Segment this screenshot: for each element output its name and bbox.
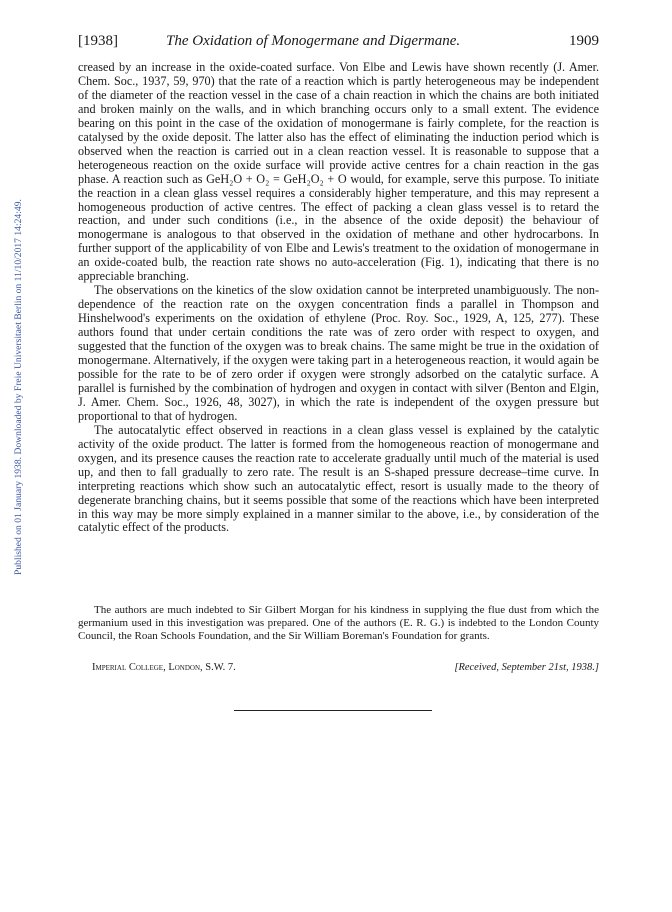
download-watermark bbox=[2, 120, 24, 580]
paragraph-2: The observations on the kinetics of the slow oxidation cannot be interpreted unambiguously. The non-dependence of the reaction rate on the oxygen concentration finds a parallel in Thompson and Hinshelwood's experiments on the oxidation of ethylene (Proc. Roy. Soc., 1929, A, 125, 277). These authors found that under certain conditions the rate was of zero order with respect to oxygen, and suggested that the function of the oxygen was to break chains. The same might be true in the oxidation of monogermane. Alternatively, if the oxygen were taking part in a heterogeneous reaction, it would again be possible for the rate to be of zero order if oxygen were strongly adsorbed on the catalytic surface. A parallel is furnished by the combination of hydrogen and oxygen in contact with silver (Benton and Elgin, J. Amer. Chem. Soc., 1926, 48, 3027), in which the rate is independent of the oxygen pressure but proportional to that of hydrogen. bbox=[78, 283, 599, 423]
paragraph-1: creased by an increase in the oxide-coated surface. Von Elbe and Lewis have shown recently (J. Amer. Chem. Soc., 1937, 59, 970) that the rate of a reaction which is partly heterogeneous may be independent of the diameter of the reaction vessel in the case of a chain reaction in which the chains are both initiated and broken mainly on the walls, and in which branching occurs only to a small extent. The evidence bearing on this point in the case of the oxidation of monogermane is fairly complete, for the reaction is catalysed by the oxide deposit. The latter also has the effect of eliminating the induction period which is observed when the reaction is carried out in a clean reaction vessel. It is reasonable to suppose that a heterogeneous reaction on the oxide surface will provide active centres for a chain reaction in the gas phase. A reaction such as GeH₂O + O₂ = GeH₂O₂ + O would, for example, serve this purpose. To initiate the reaction in a clean glass vessel requires a considerably higher temperature, and this may represent a homogeneous production of active centres. The effect of packing a clean glass vessel is to retard the reaction, and under such conditions (i.e., in the absence of the oxide deposit) the behaviour of monogermane is analogous to that observed in the oxidation of methane and other hydrocarbons. In further support of the applicability of von Elbe and Lewis's treatment to the oxidation of monogermane in an oxide-coated bulb, the reaction rate shows no auto-acceleration (Fig. 1), indicating that there is no appreciable branching. bbox=[78, 60, 599, 284]
paragraph-3: The autocatalytic effect observed in reactions in a clean glass vessel is explained by the catalytic activity of the oxide product. The latter is formed from the homogeneous reaction of monogermane and oxygen, and its presence causes the reaction rate to accelerate gradually until much of the material is used up, and then to fall gradually to zero rate. The result is an S-shaped pressure decrease–time curve. In interpreting reactions which show such an autocatalytic effect, resort is usually made to the theory of degenerate branching chains, but it seems possible that some of the reactions which have been interpreted in this way may be more simply explained in a manner similar to the above, i.e., by consideration of the catalytic effect of the products. bbox=[78, 422, 599, 535]
download-notice: Published on 01 January 1938. Downloaded by Freie Universitaet Berlin on 11/10/2017 14:24:49. bbox=[13, 199, 24, 575]
header-title: The Oxidation of Monogermane and Digermane. bbox=[166, 33, 461, 49]
end-rule bbox=[234, 710, 432, 711]
acknowledgement-text: The authors are much indebted to Sir Gilbert Morgan for his kindness in supplying the flue dust from which the germanium used in this investigation was prepared. One of the authors (E. R. G.) is indebted to the London County Council, the Roan Schools Foundation, and the Sir William Boreman's Foundation for grants. bbox=[78, 604, 599, 642]
acknowledgements bbox=[78, 604, 599, 643]
header-year: [1938] bbox=[78, 33, 118, 49]
article-body bbox=[78, 61, 599, 535]
received-text: [Received, September 21st, 1938.] bbox=[454, 662, 599, 673]
page-number: 1909 bbox=[569, 33, 599, 49]
affiliation: Imperial College, London, S.W. 7. bbox=[92, 662, 236, 673]
running-header bbox=[78, 33, 599, 53]
received-date bbox=[454, 662, 599, 673]
